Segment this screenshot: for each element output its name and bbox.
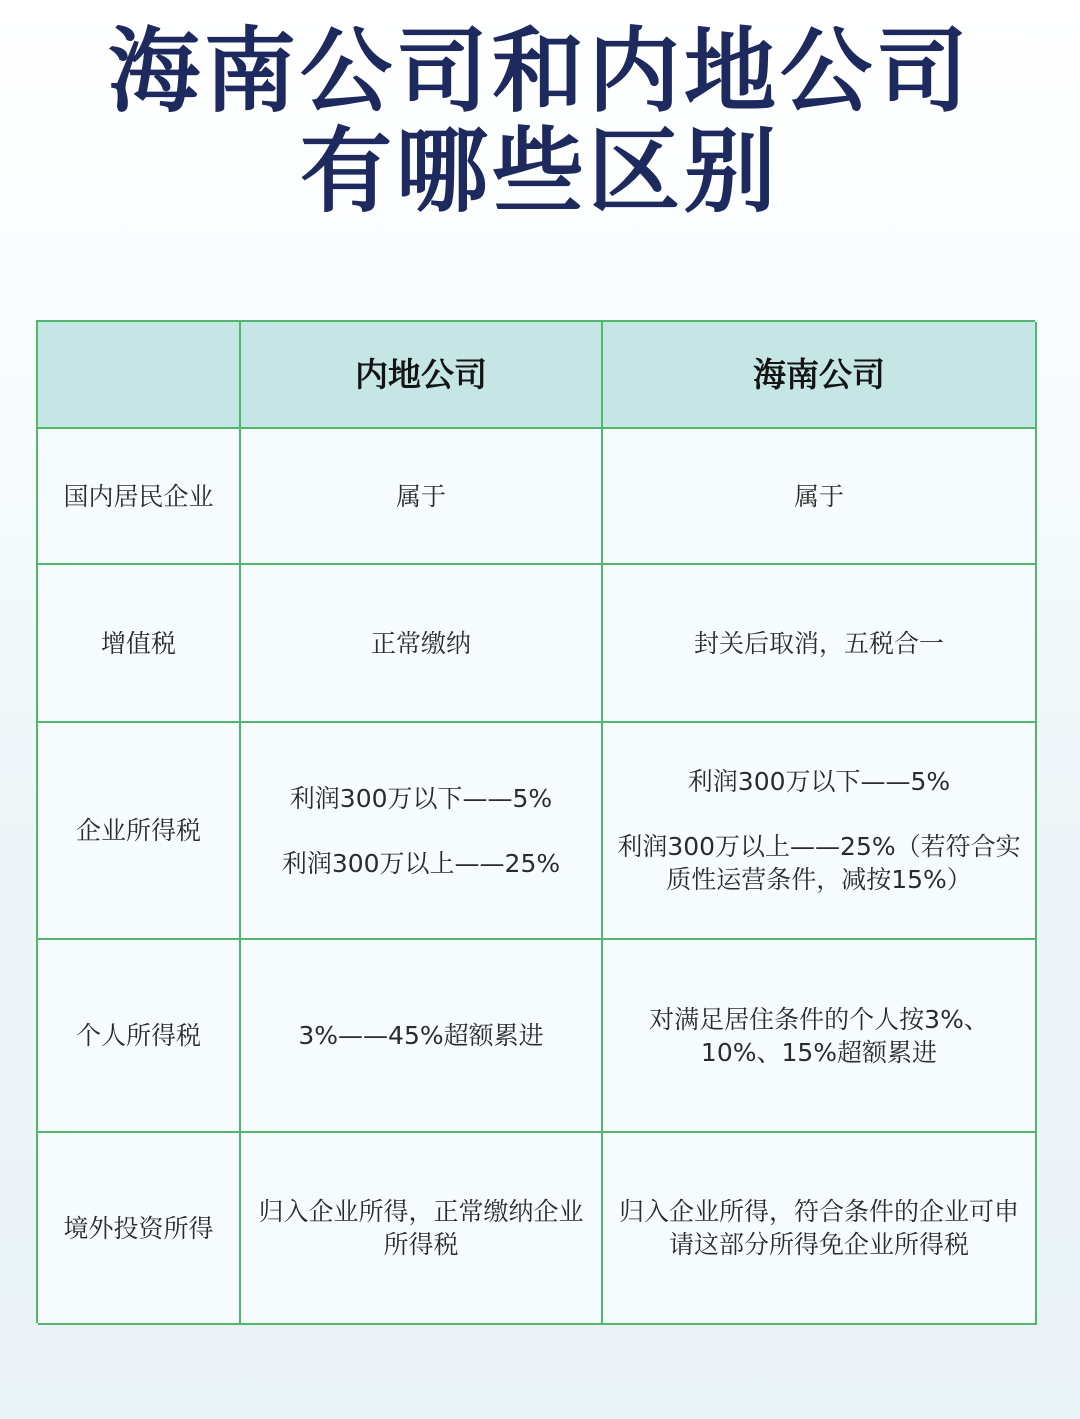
- title-line-2: 有哪些区别: [299, 118, 780, 225]
- cell-text: 属于: [793, 481, 844, 511]
- mainland-cell: [241, 723, 603, 940]
- cell-text: 归入企业所得，正常缴纳企业所得税: [258, 1197, 584, 1259]
- hainan-cell: [603, 565, 1037, 723]
- header-hainan: 海南公司: [603, 322, 1037, 429]
- cell-text: 3%——45%超额累进: [298, 1021, 544, 1050]
- comparison-table: [36, 320, 1035, 1323]
- mainland-cell: [241, 1133, 603, 1325]
- hainan-cell: [603, 723, 1037, 940]
- cell-text: 属于: [395, 481, 446, 511]
- row-label: 企业所得税: [38, 723, 241, 940]
- cell-text: 利润300万以下——5%: [687, 767, 951, 796]
- hainan-cell: [603, 940, 1037, 1133]
- row-label: 境外投资所得: [38, 1133, 241, 1325]
- cell-text: 封关后取消，五税合一: [693, 628, 944, 658]
- title-line-1: 海南公司和内地公司: [107, 18, 972, 125]
- cell-text: 正常缴纳: [370, 628, 471, 658]
- page-title: [0, 18, 1080, 225]
- cell-text: 利润300万以上——25%（若符合实质性运营条件，减按15%）: [617, 832, 1021, 894]
- row-label: 国内居民企业: [38, 429, 241, 565]
- header-empty: [38, 322, 241, 429]
- header-mainland: 内地公司: [241, 322, 603, 429]
- mainland-cell: [241, 565, 603, 723]
- mainland-cell: [241, 940, 603, 1133]
- row-label: 增值税: [38, 565, 241, 723]
- hainan-cell: [603, 1133, 1037, 1325]
- cell-text: 对满足居住条件的个人按3%、10%、15%超额累进: [649, 1004, 989, 1067]
- hainan-cell: [603, 429, 1037, 565]
- cell-text: 利润300万以下——5%: [289, 783, 553, 813]
- cell-text: 利润300万以上——25%: [281, 848, 561, 878]
- mainland-cell: [241, 429, 603, 565]
- row-label: 个人所得税: [38, 940, 241, 1133]
- cell-text: 归入企业所得，符合条件的企业可申请这部分所得免企业所得税: [618, 1197, 1019, 1259]
